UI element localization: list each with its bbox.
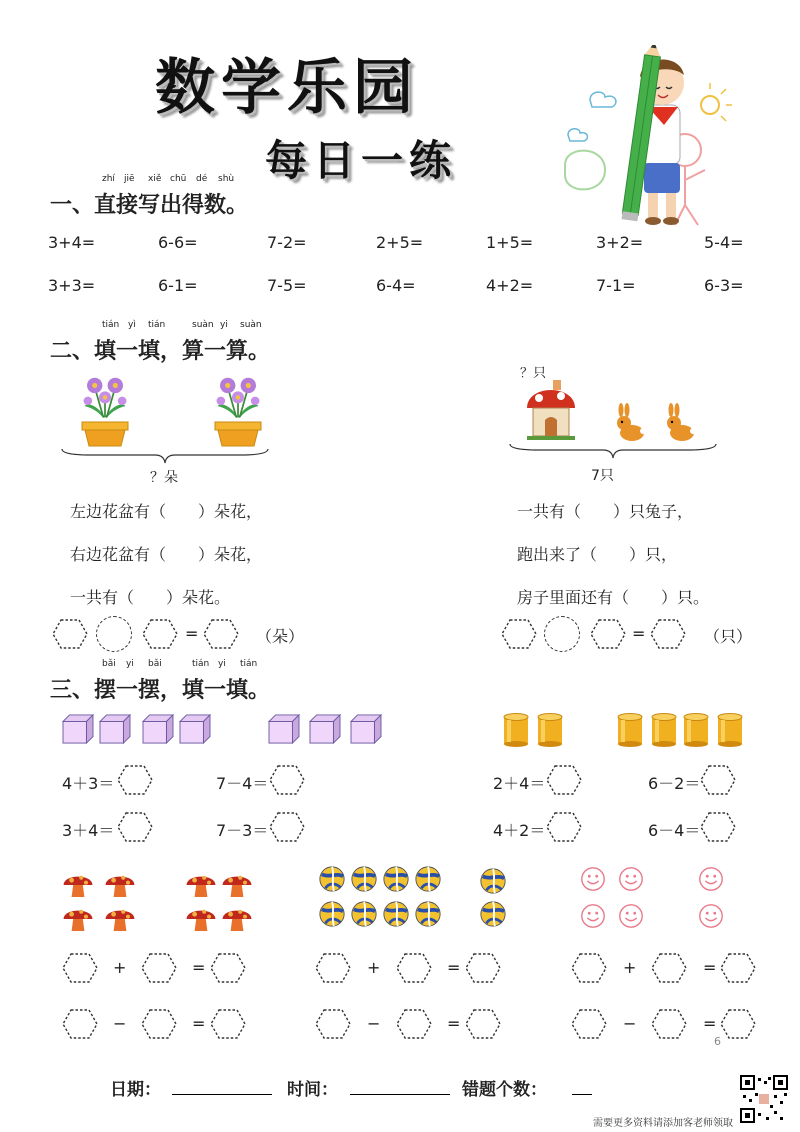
answer-box[interactable]	[546, 812, 582, 842]
pinyin: suàn	[192, 320, 214, 330]
pinyin: tián	[148, 320, 166, 330]
title-line2: 每日一练	[265, 136, 458, 185]
equation: 7-2=	[267, 233, 307, 252]
pinyin: yi	[126, 659, 134, 669]
left-line: 一共有（ ）朵花。	[70, 588, 231, 607]
equals-sign: =	[447, 1014, 461, 1033]
equation: 6-1=	[158, 276, 198, 295]
minus-sign: −	[113, 1014, 127, 1033]
answer-box[interactable]	[315, 1009, 351, 1039]
cube	[99, 714, 131, 744]
answer-box[interactable]	[269, 765, 305, 795]
left-line: 右边花盆有（ ）朵花，	[70, 545, 263, 564]
answer-box[interactable]	[117, 765, 153, 795]
equals-sign: =	[192, 958, 206, 977]
answer-box[interactable]	[141, 1009, 177, 1039]
page-number: 6	[714, 1035, 721, 1048]
cylinder	[616, 712, 644, 748]
equation: 4+2=	[486, 276, 534, 295]
answer-box[interactable]	[62, 953, 98, 983]
unit-label: （只）	[704, 627, 753, 646]
pinyin: bǎi	[148, 659, 162, 669]
section3-heading	[50, 659, 271, 704]
left-total: ？朵	[150, 470, 178, 486]
right-line: 房子里面还有（ ）只。	[517, 588, 710, 607]
answer-box[interactable]	[700, 812, 736, 842]
equation: 2＋4＝	[493, 774, 546, 793]
section2-heading-text: 二、填一填，算一算。	[50, 339, 271, 364]
answer-box[interactable]	[700, 765, 736, 795]
section1-heading	[50, 174, 249, 219]
pinyin: yi	[220, 320, 228, 330]
cube	[268, 714, 300, 744]
answer-box[interactable]	[269, 812, 305, 842]
pinyin: tián	[102, 320, 120, 330]
answer-box[interactable]	[315, 953, 351, 983]
pinyin: yi	[218, 659, 226, 669]
cylinder	[650, 712, 678, 748]
pinyin: xiě	[148, 174, 162, 184]
mushroom	[185, 904, 217, 934]
answer-box[interactable]	[720, 1009, 756, 1039]
answer-box[interactable]	[141, 953, 177, 983]
answer-box[interactable]	[203, 619, 239, 649]
equation: 6-3=	[704, 276, 744, 295]
errors-blank[interactable]	[572, 1094, 592, 1095]
equation: 7-1=	[596, 276, 636, 295]
volleyball	[382, 865, 410, 893]
cube	[142, 714, 174, 744]
smiley-face	[697, 902, 725, 930]
mushroom	[104, 904, 136, 934]
errors-label: 错题个数：	[462, 1080, 547, 1100]
left-brace	[60, 447, 270, 467]
equation: 7-5=	[267, 276, 307, 295]
equation: 1+5=	[486, 233, 534, 252]
volleyball	[414, 865, 442, 893]
pinyin: tián	[240, 659, 258, 669]
pinyin: dé	[196, 174, 208, 184]
answer-box[interactable]	[396, 953, 432, 983]
right-line: 跑出来了（ ）只，	[517, 545, 678, 564]
minus-sign: −	[623, 1014, 637, 1033]
volleyball	[350, 900, 378, 928]
equation: 4＋2＝	[493, 821, 546, 840]
equation: 6-6=	[158, 233, 198, 252]
cylinder	[716, 712, 744, 748]
volleyball	[318, 865, 346, 893]
equals-sign: =	[703, 958, 717, 977]
smiley-face	[617, 902, 645, 930]
right-line: 一共有（ ）只兔子，	[517, 502, 694, 521]
footer-note: 需要更多资料请添加客老师领取	[593, 1118, 733, 1129]
cube	[62, 714, 94, 744]
answer-box[interactable]	[117, 812, 153, 842]
cylinder	[502, 712, 530, 748]
plus-sign: +	[367, 958, 381, 977]
mushroom	[221, 870, 253, 900]
answer-box[interactable]	[650, 619, 686, 649]
equation: 3+4=	[48, 233, 96, 252]
time-label: 时间：	[287, 1080, 338, 1100]
answer-box[interactable]	[465, 953, 501, 983]
answer-box[interactable]	[571, 1009, 607, 1039]
answer-box[interactable]	[651, 953, 687, 983]
minus-sign: −	[367, 1014, 381, 1033]
mushroom	[104, 870, 136, 900]
answer-box[interactable]	[590, 619, 626, 649]
volleyball	[318, 900, 346, 928]
equals-sign: =	[185, 624, 199, 643]
answer-box[interactable]	[720, 953, 756, 983]
flower-pot-left	[70, 370, 140, 450]
mushroom-house	[525, 378, 577, 442]
equation: 6－4＝	[648, 821, 701, 840]
answer-box[interactable]	[501, 619, 537, 649]
equation: 3+2=	[596, 233, 644, 252]
cylinder	[536, 712, 564, 748]
pinyin: suàn	[240, 320, 262, 330]
section1-heading-text: 一、直接写出得数。	[50, 193, 249, 218]
equals-sign: =	[703, 1014, 717, 1033]
equals-sign: =	[632, 624, 646, 643]
equals-sign: =	[192, 1014, 206, 1033]
equation: 5-4=	[704, 233, 744, 252]
right-brace	[508, 442, 718, 462]
pinyin: shù	[218, 174, 235, 184]
mushroom	[62, 904, 94, 934]
mushroom	[185, 870, 217, 900]
equation: 4＋3＝	[62, 774, 115, 793]
equation: 7－4＝	[216, 774, 269, 793]
section2-heading	[50, 320, 271, 365]
volleyball	[414, 900, 442, 928]
volleyball	[479, 900, 507, 928]
equation: 3+3=	[48, 276, 96, 295]
pinyin: bǎi	[102, 659, 116, 669]
pinyin: yì	[128, 320, 136, 330]
time-blank[interactable]	[350, 1094, 450, 1095]
answer-box[interactable]	[465, 1009, 501, 1039]
title-line1: 数学乐园	[155, 53, 419, 123]
smiley-face	[579, 902, 607, 930]
qr-code-icon	[740, 1075, 788, 1123]
volleyball	[479, 867, 507, 895]
pinyin: chū	[170, 174, 187, 184]
unit-label: （朵）	[256, 627, 305, 646]
pinyin: jiē	[124, 174, 135, 184]
volleyball	[382, 900, 410, 928]
operator-circle[interactable]	[544, 616, 580, 652]
volleyball	[350, 865, 378, 893]
left-line: 左边花盆有（ ）朵花，	[70, 502, 263, 521]
answer-box[interactable]	[571, 953, 607, 983]
answer-box[interactable]	[210, 1009, 246, 1039]
answer-box[interactable]	[396, 1009, 432, 1039]
right-top-label: ？只	[520, 366, 547, 381]
smiley-face	[697, 865, 725, 893]
equation: 7－3＝	[216, 821, 269, 840]
pinyin: zhí	[102, 174, 115, 184]
plus-sign: +	[113, 958, 127, 977]
cube	[350, 714, 382, 744]
equals-sign: =	[447, 958, 461, 977]
answer-box[interactable]	[546, 765, 582, 795]
mushroom	[62, 870, 94, 900]
equation: 6-4=	[376, 276, 416, 295]
rabbit	[612, 403, 648, 445]
smiley-face	[579, 865, 607, 893]
operator-circle[interactable]	[96, 616, 132, 652]
answer-box[interactable]	[651, 1009, 687, 1039]
equation: 2+5=	[376, 233, 424, 252]
date-label: 日期：	[110, 1080, 161, 1100]
cylinder	[682, 712, 710, 748]
pinyin: tián	[192, 659, 210, 669]
flower-pot-right	[203, 370, 273, 450]
answer-box[interactable]	[62, 1009, 98, 1039]
smiley-face	[617, 865, 645, 893]
answer-box[interactable]	[52, 619, 88, 649]
rabbit	[662, 403, 698, 445]
right-total: 7只	[591, 468, 614, 484]
answer-box[interactable]	[142, 619, 178, 649]
section3-heading-text: 三、摆一摆，填一填。	[50, 678, 271, 703]
equation: 6－2＝	[648, 774, 701, 793]
answer-box[interactable]	[210, 953, 246, 983]
plus-sign: +	[623, 958, 637, 977]
cube	[309, 714, 341, 744]
cube	[179, 714, 211, 744]
equation: 3＋4＝	[62, 821, 115, 840]
date-blank[interactable]	[172, 1094, 272, 1095]
boy-pencil-illustration	[560, 45, 740, 230]
mushroom	[221, 904, 253, 934]
